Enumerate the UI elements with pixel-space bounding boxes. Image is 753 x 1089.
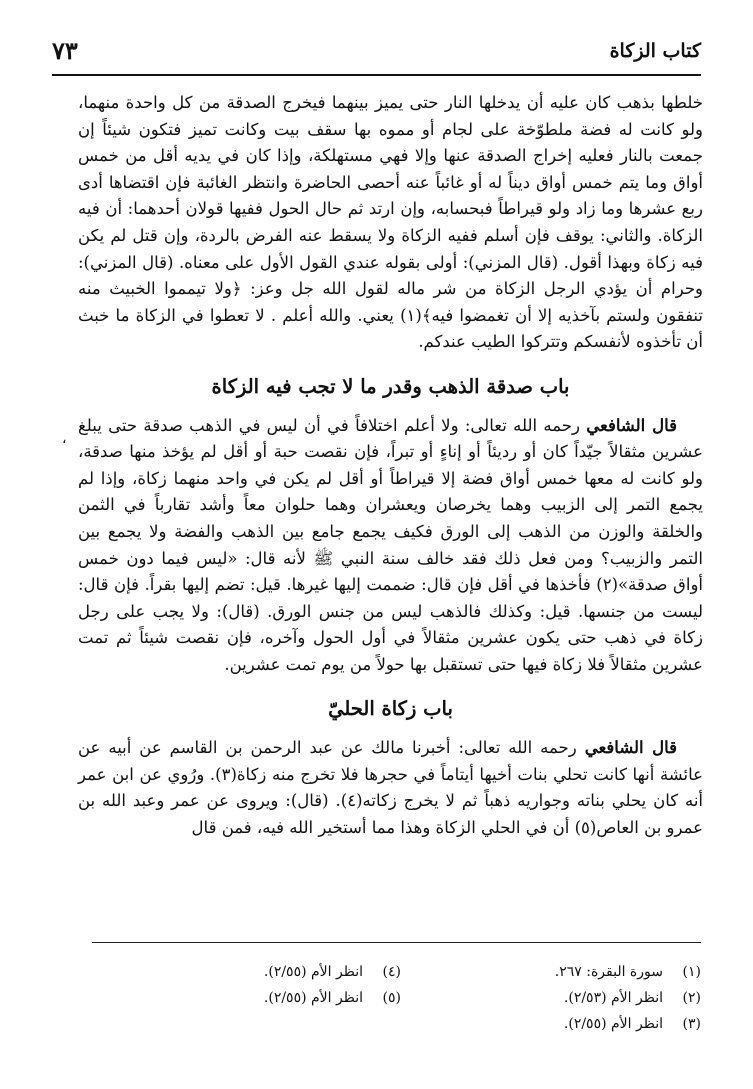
footnote-4: (٤)انظر الأم (٢/٥٥). bbox=[263, 964, 401, 980]
footnote-2: (٢)انظر الأم (٢/٥٣). bbox=[563, 990, 701, 1006]
section-paragraph-gold-zakat bbox=[78, 413, 703, 679]
page-number: ٧٣ bbox=[52, 36, 78, 65]
footnote-5: (٥)انظر الأم (٢/٥٥). bbox=[263, 990, 401, 1006]
speaker-lead: قال الشافعي bbox=[586, 415, 677, 435]
page-body bbox=[78, 90, 703, 841]
opening-paragraph: خلطها بذهب كان عليه أن يدخلها النار حتى يميز بينهما فيخرج الصدقة من كل واحدة منهما، ولو كانت له فضة ملطوّخة على لجام أو مموه بها سقف بيت وكانت تميز فتكون شيئاً إن جمعت بالنار فعليه إخراج الصدقة عنها وإلا فهي مستهلكة، وإذا كان في يديه أقل من خمس أواق وما يتم خمس أواق ديناً له أو غائباً عنه أحصى الحاضرة وانتظر الغائبة فإن اقتضاها أدى ربع عشرها وما زاد ولو قيراطاً فبحسابه، وإن ارتد ثم حال الحول ففيها قولان أحدهما: أن فيه الزكاة. والثاني: يوقف فإن أسلم ففيه الزكاة ولا يسقط عنه الفرض بالردة، وإن قتل لم يكن فيه زكاة وبهذا أقول. (قال المزني): أولى بقوله عندي القول الأول على معناه. (قال المزني): وحرام أن يؤدي الرجل الزكاة من شر ماله لقول الله جل وعز: ﴿ولا تيمموا الخبيث منه تنفقون ولستم بآخذيه إلا أن تغمضوا فيه﴾(١) يعني. والله أعلم . لا تعطوا في الزكاة ما خبث أن تأخذوه لأنفسكم وتتركوا الطيب عندكم. bbox=[78, 93, 703, 352]
footnote-3: (٣)انظر الأم (٢/٥٥). bbox=[563, 1016, 701, 1032]
page-header bbox=[52, 34, 701, 76]
paragraph-text: رحمه الله تعالى: ولا أعلم اختلافاً في أن ليس في الذهب صدقة حتى يبلغ عشرين مثقالاً جيّداً كان أو رديئاً أو إناءٍ أو تبراً، فإن نقصت حبة أو أقل لم يؤخذ منها صدقة، ولو كانت له معها خمس أواق فضة إلا قيراطاً أو أقل لم يكن في واحد منهما زكاة، وإذا لم يجمع التمر إلى الزبيب وهما يخرصان ويعشران وهما حلوان معاً وأشد تقارباً في الثمن والخلقة والوزن من الذهب إلى الورق فكيف يجمع جامع بين الذهب والفضة ولا يجمع بين التمر والزبيب؟ ومن فعل ذلك فقد خالف سنة النبي ﷺ لأنه قال: «ليس فيما دون خمس أواق صدقة»(٢) فأخذها في أقل فإن قال: ضممت إليها غيرها. قيل: تضم إليها بقراً. فإن قال: ليست من جنسها. قيل: وكذلك فالذهب ليس من جنس الورق. (قال): ولا يجب على رجل زكاة في ذهب حتى يكون عشرين مثقالاً في أول الحول وآخره، فإن نقصت شيئاً ثم تمت عشرين مثقالاً فلا زكاة فيها حتى تستقبل بها حولاً من يوم تمت عشرين. bbox=[78, 415, 703, 674]
footnote-1: (١)سورة البقرة: ٢٦٧. bbox=[554, 964, 701, 980]
speaker-lead: قال الشافعي bbox=[584, 738, 677, 758]
section-heading-gold-zakat: باب صدقة الذهب وقدر ما لا تجب فيه الزكاة bbox=[211, 374, 570, 398]
footnotes-column-left bbox=[141, 961, 401, 1013]
running-title: كتاب الزكاة bbox=[609, 40, 701, 62]
section-heading-jewelry-zakat: باب زكاة الحليّ bbox=[328, 697, 453, 721]
margin-mark: ، bbox=[62, 431, 67, 447]
footnotes bbox=[92, 942, 701, 1043]
section-paragraph-jewelry-zakat bbox=[78, 735, 703, 841]
footnotes-column-right bbox=[441, 961, 701, 1039]
paragraph-text: رحمه الله تعالى: أخبرنا مالك عن عبد الرحمن بن القاسم عن أبيه عن عائشة أنها كانت تحلي بنات أخيها أيتاماً في حجرها فلا تخرج منه زكاة(٣). ورُوي عن ابن عمر أنه كان يحلي بناته وجواريه ذهباً ثم لا يخرج زكاته(٤). (قال): ويروى عن عمر وعبد الله بن عمرو بن العاص(٥) أن في الحلي الزكاة وهذا مما أستخير الله فيه، فمن قال bbox=[78, 738, 703, 837]
